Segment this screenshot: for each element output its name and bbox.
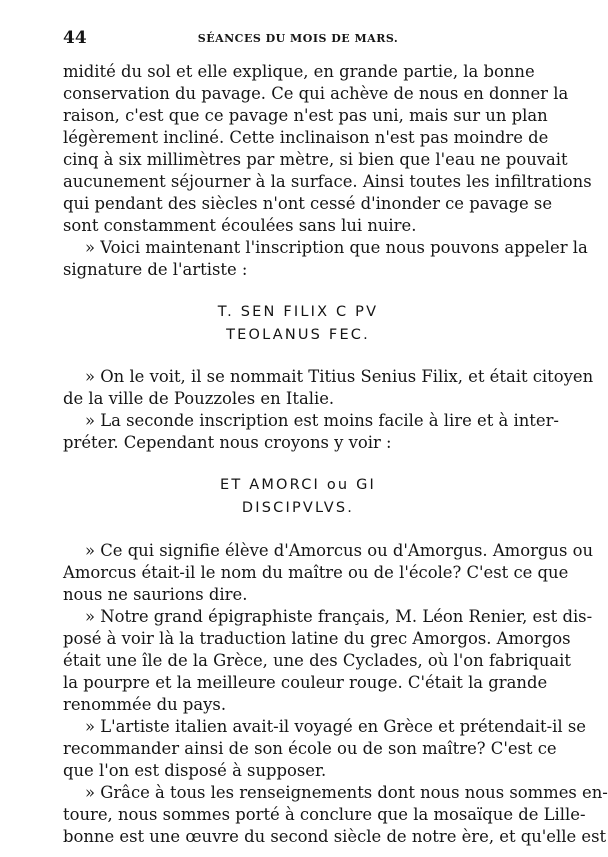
text-line: aucunement séjourner à la surface. Ainsi toutes les infiltrations bbox=[63, 172, 592, 191]
text-line: que l'on est disposé à supposer. bbox=[63, 761, 327, 780]
text-line: était une île de la Grèce, une des Cyclades, où l'on fabriquait bbox=[63, 651, 571, 670]
text-line: renommée du pays. bbox=[63, 695, 227, 714]
text-line: midité du sol et elle explique, en grande partie, la bonne bbox=[63, 62, 535, 81]
inscription-line: ET AMORCI ou GI bbox=[219, 477, 377, 493]
text-line: nous ne saurions dire. bbox=[63, 585, 248, 604]
text-line: » L'artiste italien avait-il voyagé en Grèce et prétendait-il se bbox=[85, 717, 586, 736]
text-line: posé à voir là la traduction latine du grec Amorgos. Amorgos bbox=[63, 629, 571, 648]
text-line: cinq à six millimètres par mètre, si bien que l'eau ne pouvait bbox=[63, 150, 568, 169]
text-line: qui pendant des siècles n'ont cessé d'inonder ce pavage se bbox=[63, 194, 553, 213]
text-line: légèrement incliné. Cette inclinaison n'est pas moindre de bbox=[63, 128, 549, 147]
text-line: Amorcus était-il le nom du maître ou de l'école? C'est ce que bbox=[63, 563, 569, 582]
text-line: » Voici maintenant l'inscription que nous pouvons appeler la bbox=[85, 238, 588, 257]
text-line: conservation du pavage. Ce qui achève de nous en donner la bbox=[63, 84, 569, 103]
text-line: bonne est une œuvre du second siècle de notre ère, et qu'elle est bbox=[63, 827, 607, 846]
text-line: signature de l'artiste : bbox=[63, 260, 248, 279]
text-line: préter. Cependant nous croyons y voir : bbox=[63, 433, 392, 452]
text-line: la pourpre et la meilleure couleur rouge. C'était la grande bbox=[63, 673, 548, 692]
inscription-line: DISCIPVLVS. bbox=[241, 500, 355, 516]
text-line: de la ville de Pouzzoles en Italie. bbox=[63, 389, 335, 408]
text-line: » On le voit, il se nommait Titius Senius Filix, et était citoyen bbox=[85, 367, 594, 386]
text-line: toure, nous sommes porté à conclure que la mosaïque de Lille- bbox=[63, 805, 586, 824]
inscription-line: TEOLANUS FEC. bbox=[226, 327, 370, 343]
text-line: » Ce qui signifie élève d'Amorcus ou d'Amorgus. Amorgus ou bbox=[85, 541, 593, 560]
text-line: » La seconde inscription est moins facile à lire et à inter- bbox=[85, 411, 559, 430]
inscription-line: T. SEN FILIX C PV bbox=[217, 304, 379, 320]
page-header bbox=[63, 28, 533, 48]
text-line: sont constamment écoulées sans lui nuire. bbox=[63, 216, 417, 235]
text-line: » Grâce à tous les renseignements dont nous nous sommes en- bbox=[85, 783, 608, 802]
text-line: » Notre grand épigraphiste français, M. Léon Renier, est dis- bbox=[85, 607, 593, 626]
page-number: 44 bbox=[63, 28, 87, 48]
text-line: recommander ainsi de son école ou de son maître? C'est ce bbox=[63, 739, 557, 758]
text-line: raison, c'est que ce pavage n'est pas uni, mais sur un plan bbox=[63, 106, 548, 125]
running-title: SÉANCES DU MOIS DE MARS. bbox=[197, 32, 399, 45]
